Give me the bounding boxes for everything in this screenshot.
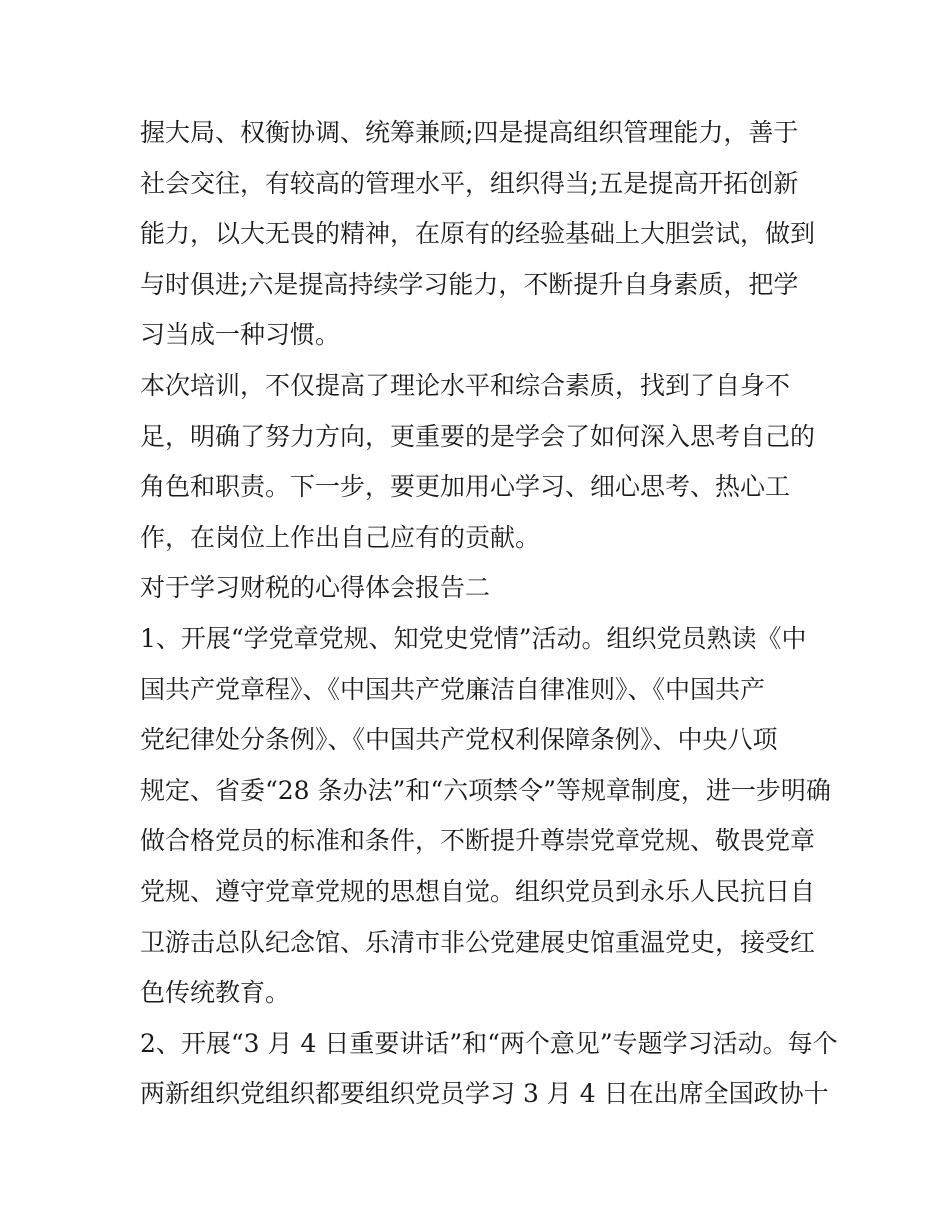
text-line: 两新组织党组织都要组织党员学习 3 月 4 日在出席全国政协十: [140, 1079, 829, 1109]
text-line: 2、开展“3 月 4 日重要讲话”和“两个意见”专题学习活动。每个: [140, 1028, 838, 1058]
paragraph-1: [140, 108, 820, 361]
text-line: 国共产党章程》、《中国共产党廉洁自律准则》、《中国共产: [140, 674, 766, 704]
text-line: 本次培训，不仅提高了理论水平和综合素质，找到了自身不: [140, 370, 791, 400]
text-line: 规定、省委“28 条办法”和“六项禁令”等规章制度，进一步明确: [140, 775, 831, 805]
text-line: 社会交往，有较高的管理水平，组织得当;五是提高开拓创新: [140, 168, 799, 198]
text-line: 作，在岗位上作出自己应有的贡献。: [140, 522, 541, 552]
section-heading: [140, 563, 820, 614]
text-line: 党规、遵守党章党规的思想自觉。组织党员到永乐人民抗日自: [140, 876, 816, 906]
text-line: 角色和职责。下一步，要更加用心学习、细心思考、热心工: [140, 472, 791, 502]
text-line: 做合格党员的标准和条件，不断提升尊崇党章党规、敬畏党章: [140, 826, 816, 856]
heading-text: 对于学习财税的心得体会报告二: [140, 573, 491, 603]
text-line: 足，明确了努力方向，更重要的是学会了如何深入思考自己的: [140, 421, 816, 451]
text-line: 与时俱进;六是提高持续学习能力，不断提升自身素质，把学: [140, 269, 799, 299]
paragraph-3: [140, 614, 831, 1019]
text-line: 能力，以大无畏的精神，在原有的经验基础上大胆尝试，做到: [140, 219, 816, 249]
paragraph-2: [140, 361, 820, 563]
paragraph-4: [140, 1019, 838, 1120]
text-line: 习当成一种习惯。: [140, 320, 341, 350]
document-body: [140, 108, 838, 1120]
text-line: 色传统教育。: [140, 978, 291, 1008]
text-line: 握大局、权衡协调、统筹兼顾;四是提高组织管理能力，善于: [140, 118, 799, 147]
text-line: 党纪律处分条例》、《中国共产党权利保障条例》、中央八项: [140, 725, 778, 755]
text-line: 卫游击总队纪念馆、乐清市非公党建展史馆重温党史，接受红: [140, 927, 816, 957]
text-line: 1、开展“学党章党规、知党史党情”活动。组织党员熟读《中: [140, 623, 807, 653]
